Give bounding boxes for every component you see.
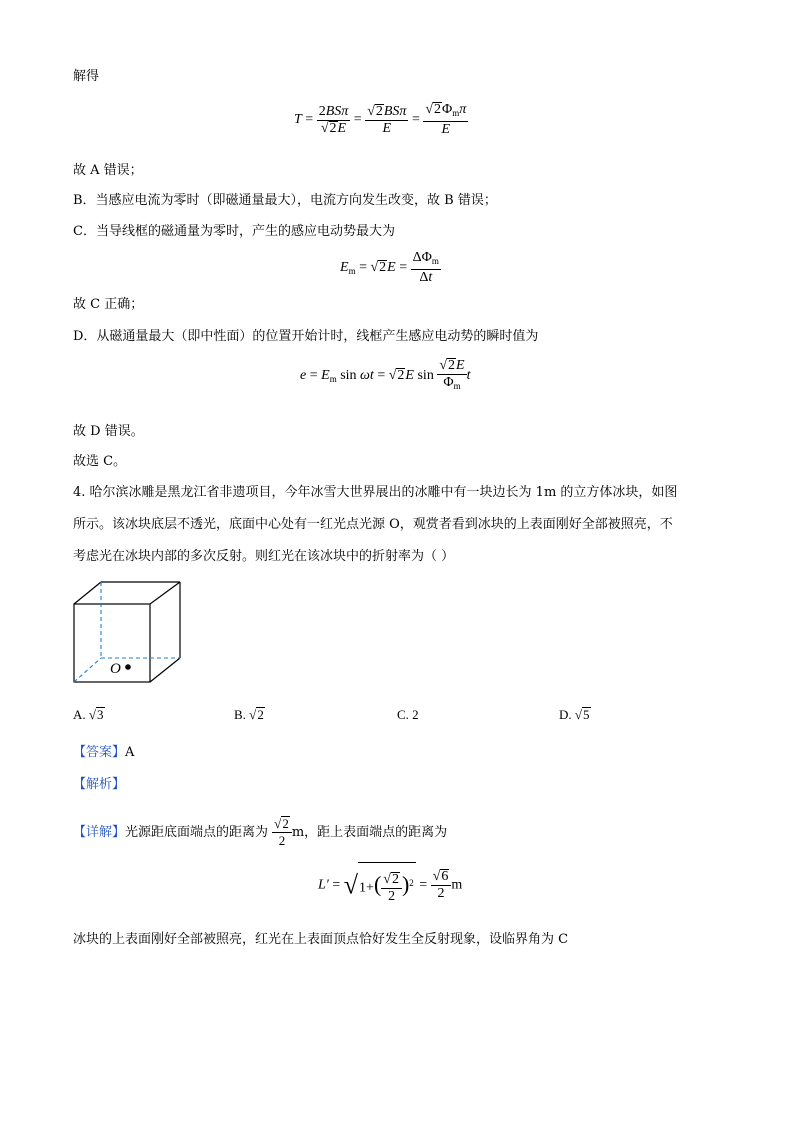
- option-a[interactable]: A. √3: [73, 707, 104, 722]
- question-text: 考虑光在冰块内部的多次反射。则红光在该冰块中的折射率为（ ）: [73, 549, 455, 564]
- option-d[interactable]: D. √5: [559, 707, 590, 722]
- light-source-point: [125, 664, 131, 670]
- option-b[interactable]: B. √2: [234, 707, 264, 722]
- point-label: O: [110, 661, 121, 677]
- equation-em: $E_m = √2E$ = $\frac{\Delta\Phi_m}{\Delta t}$: [340, 250, 439, 285]
- equation-period: T = $\frac{\text{2BSπ}}{√2E}$ = $\frac{\text{√2BSπ}}{E}$ = $\frac{√2\Phi_m\pi}{E}$: [294, 102, 467, 137]
- text-line: 故 A 错误；: [73, 163, 143, 178]
- question-text: 所示。该冰块底层不透光，底面中心处有一红光点光源 O，观赏者看到冰块的上表面刚好全部被照亮，不: [73, 517, 673, 532]
- detail-line: 【详解】光源距底面端点的距离为 $\frac{√2}{2}$ m，距上表面端点的距离为: [73, 816, 448, 848]
- text-line: 冰块的上表面刚好全部被照亮，红光在上表面顶点恰好发生全反射现象，设临界角为 C: [73, 932, 569, 947]
- text-line: 故 C 正确；: [73, 297, 144, 312]
- cube-figure: [70, 578, 190, 688]
- equation-lprime: L′ = √1+( $\frac{√2}{2}$ )$^2$ = $\frac{√6}{2}$ m: [318, 862, 462, 909]
- text-line: C．当导线框的磁通量为零时，产生的感应电动势最大为: [73, 224, 395, 239]
- text-line: 解得: [73, 69, 100, 84]
- equation-instant: $e = E_m$ sin ωt = √2E sin $\frac{√2E}{\Phi_m}$ t: [300, 358, 471, 391]
- question-text: 4. 哈尔滨冰雕是黑龙江省非遗项目，今年冰雪大世界展出的冰雕中有一块边长为 1m 的立方体冰块，如图: [73, 485, 678, 500]
- option-c[interactable]: C. 2: [397, 707, 419, 722]
- analysis-tag: 【解析】: [73, 777, 126, 792]
- text-line: B．当感应电流为零时（即磁通量最大），电流方向发生改变，故 B 错误；: [73, 193, 497, 208]
- text-line: D．从磁通量最大（即中性面）的位置开始计时，线框产生感应电动势的瞬时值为: [73, 329, 539, 344]
- answer-line: 【答案】A: [73, 745, 135, 760]
- text-line: 故选 C。: [73, 454, 127, 469]
- text-line: 故 D 错误。: [73, 424, 144, 439]
